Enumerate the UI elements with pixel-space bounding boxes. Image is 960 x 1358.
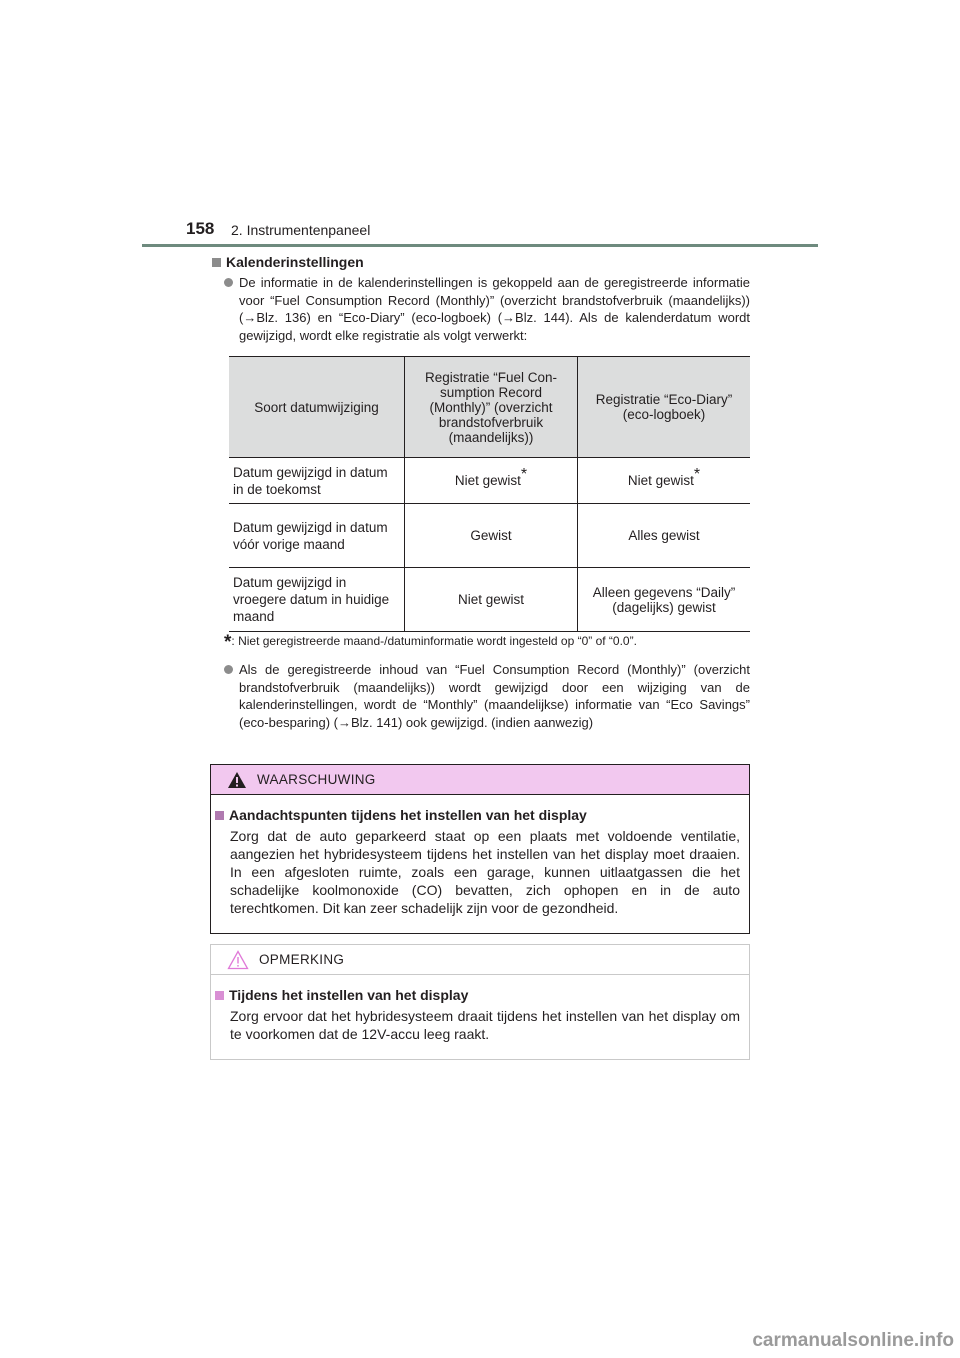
header-rule [142, 244, 818, 247]
table-cell: Alles gewist [578, 504, 751, 568]
bullet-paragraph [224, 661, 750, 731]
round-bullet-icon [224, 665, 233, 674]
table-cell: Niet gewist [405, 568, 578, 632]
round-bullet-icon [224, 278, 233, 287]
notice-body: Zorg ervoor dat het hybridesysteem draait tijdens het instellen van het display om te voorkomen dat de 12V-accu leeg raakt. [230, 1008, 740, 1042]
warning-triangle-icon [227, 771, 247, 789]
footnote-text: : Niet geregistreerde maand-/datuminformatie wordt ingesteld op “0” of “0.0”. [231, 634, 637, 648]
table-cell: Datum gewijzigd in vroegere datum in huidige maand [229, 568, 405, 632]
table-cell [405, 458, 578, 504]
watermark-text: carmanualsonline.info [752, 1330, 954, 1351]
warning-box [210, 764, 750, 934]
cell-text: Niet gewist [627, 473, 694, 488]
table-header-cell: Registratie “Eco-Diary” (eco-logboek) [578, 357, 751, 458]
table-cell: Datum gewijzigd in datum vóór vorige maand [229, 504, 405, 568]
page-number: 158 [186, 219, 215, 238]
square-bullet-icon [212, 258, 221, 267]
table-header-cell: Soort datumwijziging [229, 357, 405, 458]
notice-label: OPMERKING [259, 952, 345, 967]
section-heading [212, 254, 364, 270]
table-cell [578, 458, 751, 504]
table-cell: Alleen gegevens “Daily” (dagelijks) gewist [578, 568, 751, 632]
table-row [229, 504, 750, 568]
bullet-text: Als de geregistreerde inhoud van “Fuel Consumption Record (Monthly)” (overzicht brandstofverbruik (maandelijks)) wordt gewijzigd door een wijziging van de kalenderinstellingen, wordt de “Monthly” (maandelijkse) informatie van “Eco Savings” (eco-besparing) (→Blz. 141) ook gewijzigd. (indien aanwezig) [239, 662, 750, 730]
warning-body: Zorg dat de auto geparkeerd staat op een plaats met voldoende ventilatie, aangezien het hybridesysteem tijdens het instellen van het display moet draaien. In een afgesloten ruimte, zoals een garage, kunnen uitlaatgassen die het schadelijke koolmonoxide (CO) bevatten, zich ophopen en in de auto terechtkomen. Dit kan zeer schadelijk zijn voor de gezondheid. [230, 828, 740, 916]
chapter-title: 2. Instrumentenpaneel [231, 222, 371, 238]
bullet-text: De informatie in de kalenderinstellingen is gekoppeld aan de geregistreerde informatie voor “Fuel Consumption Record (Monthly)” (overzicht brandstofverbruik (maandelijks)) (→Blz. 136) en “Eco-Diary” (eco-logboek) (→Blz. 144). Als de kalenderdatum wordt gewijzigd, wordt elke registratie als volgt verwerkt: [239, 275, 750, 343]
table-row [229, 458, 750, 504]
asterisk-mark: * [520, 465, 528, 483]
cell-text: Niet gewist [454, 473, 521, 488]
bullet-paragraph [224, 274, 750, 344]
square-bullet-icon [215, 991, 224, 1000]
table-cell: Gewist [405, 504, 578, 568]
notice-subheading [215, 987, 468, 1003]
notice-heading-text: Tijdens het instellen van het display [229, 987, 469, 1003]
warning-heading-text: Aandachtspunten tijdens het instellen van het display [229, 807, 587, 823]
notice-header [211, 945, 749, 975]
footnote-marker: * [224, 632, 232, 653]
footnote [224, 632, 637, 654]
calendar-table [229, 356, 750, 632]
warning-subheading [215, 807, 587, 823]
warning-label: WAARSCHUWING [257, 772, 376, 787]
table-header-row [229, 357, 750, 458]
notice-box [210, 944, 750, 1060]
warning-header [211, 765, 749, 795]
asterisk-mark: * [693, 465, 701, 483]
square-bullet-icon [215, 811, 224, 820]
table-cell: Datum gewijzigd in datum in de toekomst [229, 458, 405, 504]
caution-triangle-icon [227, 950, 249, 970]
table-header-cell: Registratie “Fuel Consumption Record (Monthly)” (overzicht brandstofverbruik (maandelijks)) [405, 357, 578, 458]
section-title-text: Kalenderinstellingen [226, 254, 364, 270]
table-row [229, 568, 750, 632]
